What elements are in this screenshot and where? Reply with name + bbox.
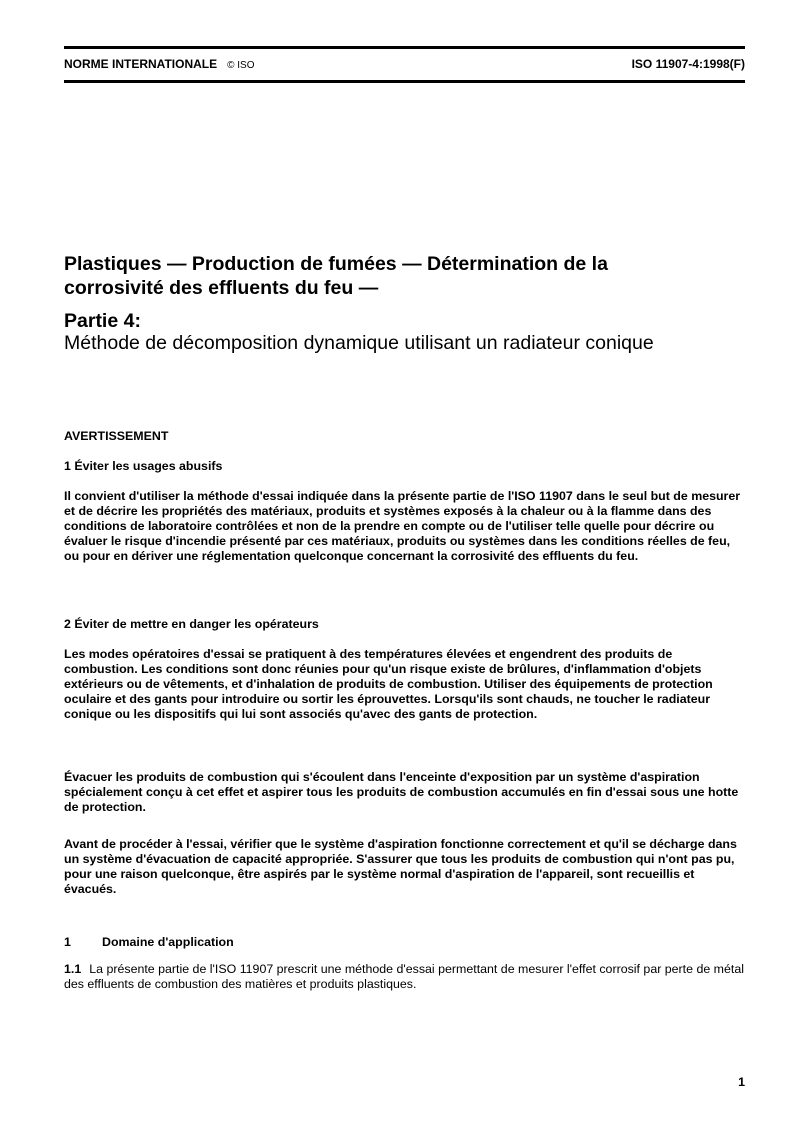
part-subtitle: Méthode de décomposition dynamique utilisant un radiateur conique xyxy=(64,332,654,354)
header-standard-type: NORME INTERNATIONALE xyxy=(64,57,218,71)
clause-1-heading xyxy=(64,935,234,949)
warning-section2-p3 xyxy=(64,837,745,897)
clause-1-title: Domaine d'application xyxy=(102,935,234,949)
warning-section2-heading: 2 Éviter de mettre en danger les opérateurs xyxy=(64,617,319,631)
header-left xyxy=(64,57,254,71)
document-title xyxy=(64,252,745,300)
warning-section1-text xyxy=(64,489,745,564)
header-top-rule xyxy=(64,46,745,49)
warning-section1-paragraph: Il convient d'utiliser la méthode d'essai indiquée dans la présente partie de l'ISO 11907 dans le seul but de mesurer et de décrire les propriétés des matériaux, produits et systèmes exposés à la chaleur ou à la flamme dans des conditions de laboratoire contrôlées et non de la prendre en compte ou de l'utiliser telle quelle pour décrire ou évaluer le risque d'incendie présenté par ces matériaux, produits ou systèmes dans les conditions réelles de feu, ou pour en dériver une réglementation quelconque concernant la corrosivité des effluents du feu. xyxy=(64,489,741,563)
warning-section2-p1 xyxy=(64,647,745,722)
header-bottom-rule xyxy=(64,80,745,83)
header-copyright: © ISO xyxy=(227,60,255,71)
part-label: Partie 4: xyxy=(64,310,141,332)
warning-section2-paragraph-3: Avant de procéder à l'essai, vérifier que le système d'aspiration fonctionne correctement et qu'il se décharge dans un système d'évacuation de capacité appropriée. S'assurer que tous les produits de combustion qui n'ont pas pu, pour une raison quelconque, être aspirés par le système normal d'aspiration de l'appareil, sont recueillis et évacués. xyxy=(64,837,737,896)
header-document-id: ISO 11907-4:1998(F) xyxy=(631,57,745,71)
clause-1-1-text: La présente partie de l'ISO 11907 prescrit une méthode d'essai permettant de mesurer l'effet corrosif par perte de métal des effluents de combustion des matières et produits plastiques. xyxy=(64,962,744,991)
warning-section2-paragraph-2: Évacuer les produits de combustion qui s'écoulent dans l'enceinte d'exposition par un système d'aspiration spécialement conçu à cet effet et aspirer tous les produits de combustion accumulés en fin d'essai sous une hotte de protection. xyxy=(64,770,739,814)
page-header xyxy=(64,55,745,75)
warning-section1-heading: 1 Éviter les usages abusifs xyxy=(64,459,223,473)
warning-section2-p2 xyxy=(64,770,745,815)
page-number: 1 xyxy=(738,1075,745,1089)
warning-section2-paragraph-1: Les modes opératoires d'essai se pratiquent à des températures élevées et engendrent des produits de combustion. Les conditions sont donc réunies pour qu'un risque existe de brûlures, d'inflammation d'objets extérieurs ou de vêtements, et d'inhalation de produits de combustion. Utiliser des équipements de protection oculaire et des gants pour introduire ou sortir les éprouvettes. Lorsqu'ils sont chauds, ne toucher le radiateur conique ou les dispositifs qui lui sont associés qu'avec des gants de protection. xyxy=(64,647,713,721)
warning-heading: AVERTISSEMENT xyxy=(64,429,169,443)
clause-1-number: 1 xyxy=(64,935,71,949)
clause-1-1-number: 1.1 xyxy=(64,962,82,976)
clause-1-1 xyxy=(64,962,745,992)
title-line-2: corrosivité des effluents du feu — xyxy=(64,277,379,299)
title-line-1: Plastiques — Production de fumées — Détermination de la xyxy=(64,253,608,275)
